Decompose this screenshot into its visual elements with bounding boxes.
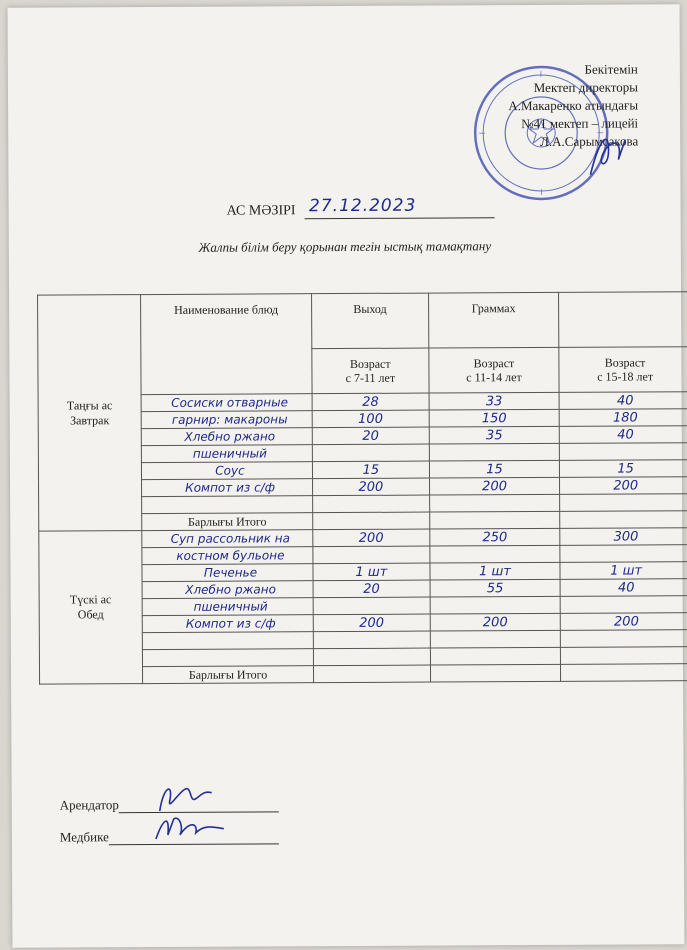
portion-value: 20 xyxy=(312,427,429,445)
portion-value: 15 xyxy=(312,461,429,479)
portion-value xyxy=(429,443,560,461)
portion-value: 200 xyxy=(561,613,687,631)
portion-value: 1 шт xyxy=(313,563,430,581)
total-value xyxy=(430,664,561,682)
portion-value xyxy=(430,545,561,563)
dish-name: Компот из с/ф xyxy=(142,615,313,633)
dish-name: пшеничный xyxy=(141,445,312,463)
portion-value xyxy=(560,545,687,563)
dish-name xyxy=(142,632,313,650)
breakfast-label: Таңғы ас Завтрак xyxy=(38,295,142,532)
portion-value: 40 xyxy=(560,579,687,597)
portion-value xyxy=(313,597,430,615)
age-group-header: Возраст с 15-18 лет xyxy=(559,347,687,393)
dish-name: Соус xyxy=(141,462,312,480)
dish-name: гарнир: макароны xyxy=(141,411,312,429)
total-value xyxy=(313,665,430,683)
portion-value xyxy=(313,631,430,649)
director-signature xyxy=(580,125,630,185)
nurse-signature xyxy=(150,811,230,847)
total-label: Барлығы Итого xyxy=(142,513,313,531)
portion-value xyxy=(560,596,687,614)
dish-name: Суп рассольник на xyxy=(142,530,313,548)
approval-line: Л.А.Сарымсакова xyxy=(540,133,639,149)
portion-value: 200 xyxy=(313,529,430,547)
approval-line: А.Макаренко атындағы xyxy=(508,97,639,114)
header-row xyxy=(38,292,687,350)
portion-value: 20 xyxy=(313,580,430,598)
output-header: Выход xyxy=(312,293,429,349)
portion-value: 180 xyxy=(559,409,687,427)
dish-name: Печенье xyxy=(142,564,313,582)
dish-header: Наименование блюд xyxy=(141,294,313,395)
portion-value: 55 xyxy=(430,579,561,597)
portion-value: 28 xyxy=(312,393,429,411)
portion-value: 1 шт xyxy=(430,562,561,580)
portion-value xyxy=(313,648,430,666)
portion-value xyxy=(313,495,430,513)
portion-value xyxy=(430,647,561,665)
portion-value: 200 xyxy=(560,477,687,495)
portion-value: 200 xyxy=(313,614,430,632)
handwritten-date: 27.12.2023 xyxy=(308,195,417,217)
dish-name: Хлебно ржано xyxy=(142,581,313,599)
total-value xyxy=(313,512,430,530)
tenant-label: Арендатор xyxy=(59,797,119,813)
portion-value: 40 xyxy=(560,426,687,444)
date-field xyxy=(305,195,495,219)
document-page xyxy=(8,4,685,948)
portion-value xyxy=(560,494,687,512)
approval-line: Мектеп директоры xyxy=(533,79,639,96)
page-title xyxy=(226,195,496,219)
portion-value: 15 xyxy=(429,460,560,478)
portion-value: 150 xyxy=(429,409,560,427)
lunch-label: Түскі ас Обед xyxy=(39,531,143,685)
portion-value: 200 xyxy=(313,478,430,496)
portion-value xyxy=(561,647,687,665)
dish-name: пшеничный xyxy=(142,598,313,616)
portion-value: 300 xyxy=(560,528,687,546)
age-group-header: Возраст с 7-11 лет xyxy=(312,348,429,394)
portion-value: 100 xyxy=(312,410,429,428)
total-value xyxy=(561,664,687,682)
nurse-label: Медбике xyxy=(59,829,109,845)
portion-value xyxy=(430,596,561,614)
portion-value: 40 xyxy=(559,392,687,410)
dish-name: Сосиски отварные xyxy=(141,394,312,412)
portion-value xyxy=(313,546,430,564)
age-group-header: Возраст с 11-14 лет xyxy=(429,347,560,393)
portion-value xyxy=(430,630,561,648)
empty-header xyxy=(559,292,687,348)
portion-value: 33 xyxy=(429,392,560,410)
dish-name: Хлебно ржано xyxy=(141,428,312,446)
portion-value xyxy=(560,443,687,461)
approval-line: Бекітемін xyxy=(584,61,638,77)
dish-name xyxy=(142,649,313,667)
dish-name: Компот из с/ф xyxy=(142,479,313,497)
grams-header: Граммах xyxy=(428,292,559,348)
total-value xyxy=(560,511,687,529)
portion-value xyxy=(429,494,560,512)
title-label: АС МӘЗІРІ xyxy=(226,203,296,219)
portion-value: 250 xyxy=(429,528,560,546)
portion-value: 200 xyxy=(429,477,560,495)
portion-value xyxy=(561,630,687,648)
page-subtitle: Жалпы білім беру қорынан тегін ыстық тамақтану xyxy=(198,238,492,255)
portion-value: 15 xyxy=(560,460,687,478)
approval-line: №41 мектеп – лицейі xyxy=(521,115,639,132)
portion-value: 1 шт xyxy=(560,562,687,580)
dish-name: костном бульоне xyxy=(142,547,313,565)
portion-value: 200 xyxy=(430,613,561,631)
total-label: Барлығы Итого xyxy=(142,666,313,684)
dish-name xyxy=(142,496,313,514)
total-value xyxy=(429,511,560,529)
portion-value: 35 xyxy=(429,426,560,444)
portion-value xyxy=(312,444,429,462)
menu-table xyxy=(37,291,687,684)
